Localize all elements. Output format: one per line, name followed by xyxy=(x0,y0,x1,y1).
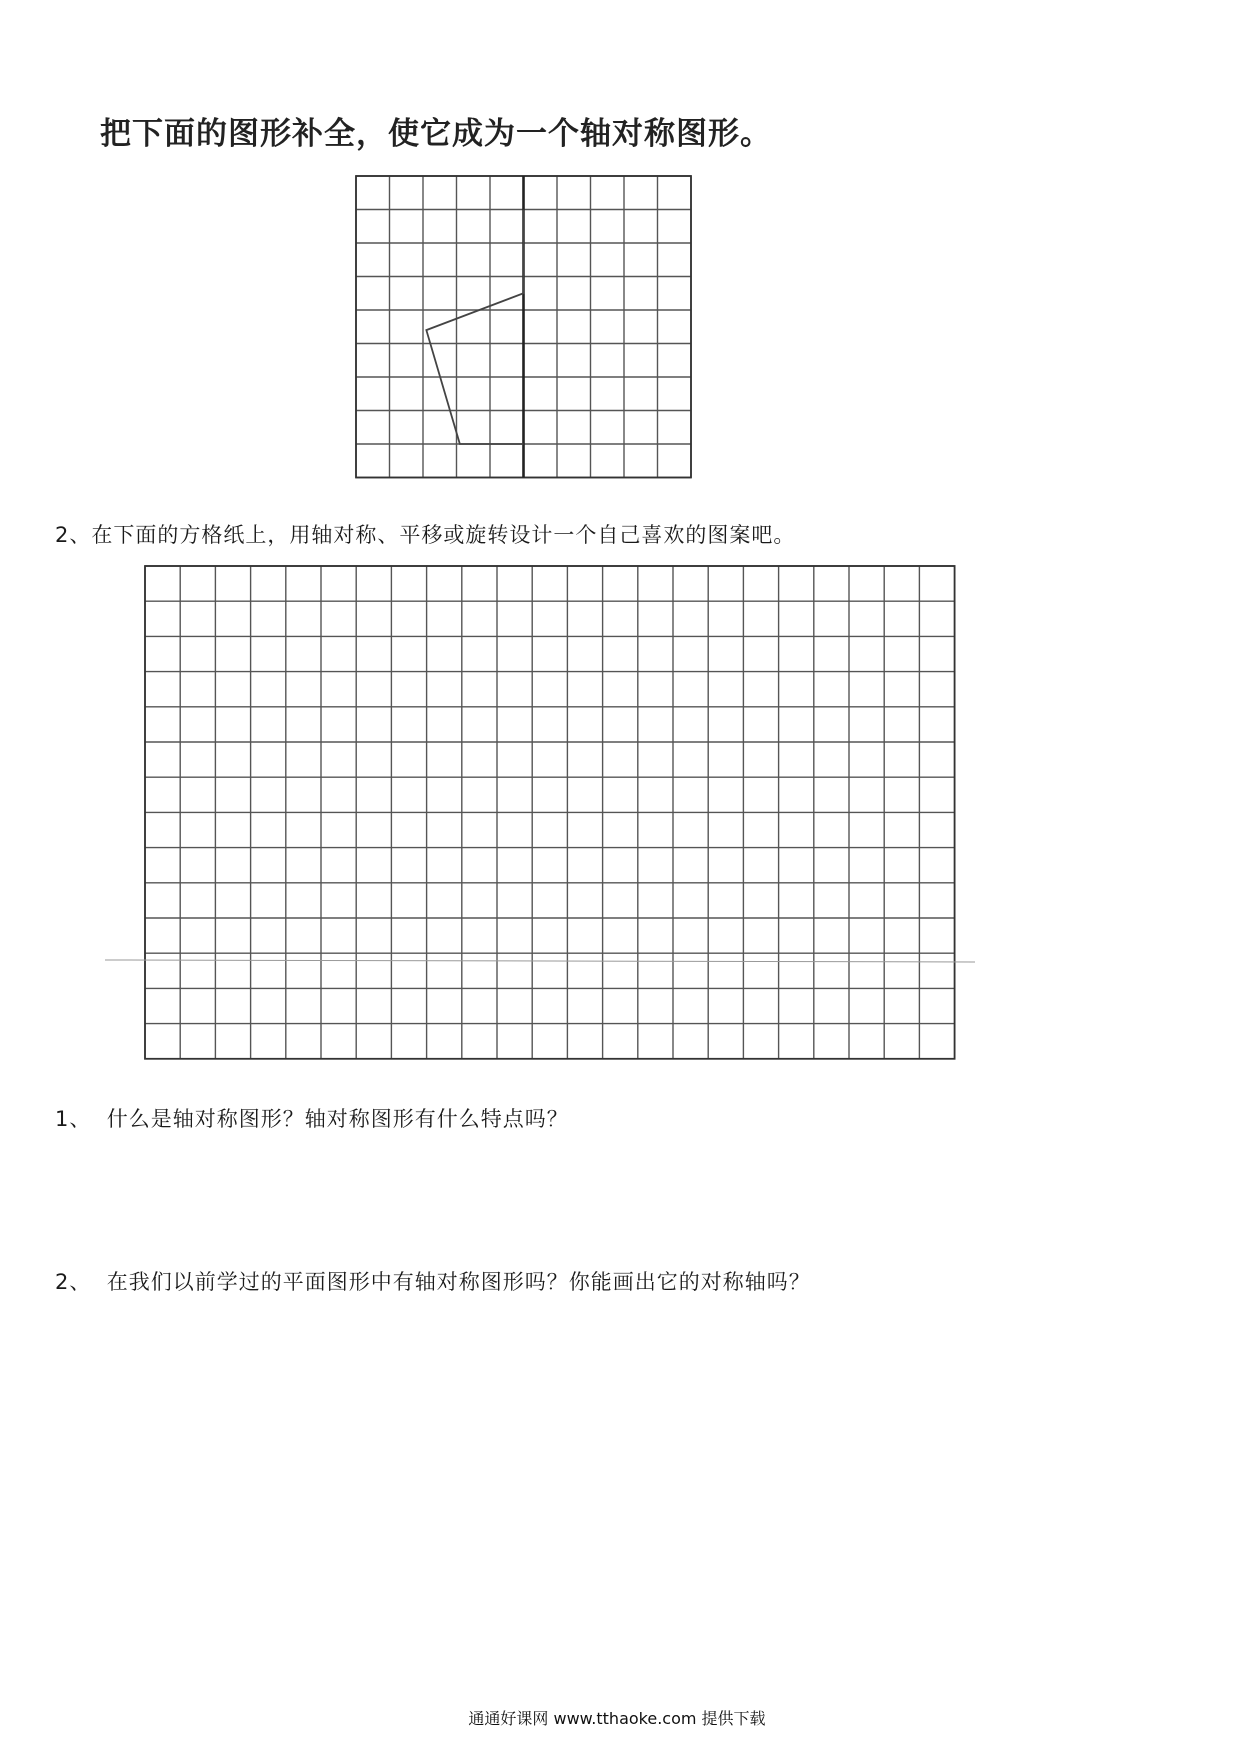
design-grid xyxy=(145,566,955,1059)
question-2 xyxy=(55,1266,811,1296)
question-1-text: 什么是轴对称图形？轴对称图形有什么特点吗？ xyxy=(106,1107,569,1131)
exercise-1-instruction: 把下面的图形补全，使它成为一个轴对称图形。 xyxy=(100,116,772,152)
footer-credit: 通通好课网 www.tthaoke.com 提供下载 xyxy=(468,1709,766,1728)
question-2-text: 在我们以前学过的平面图形中有轴对称图形吗？你能画出它的对称轴吗？ xyxy=(106,1270,811,1294)
scan-artifact-line xyxy=(105,960,975,962)
exercise-2-instruction: 2、在下面的方格纸上，用轴对称、平移或旋转设计一个自己喜欢的图案吧。 xyxy=(55,523,796,547)
half-figure xyxy=(426,210,523,445)
question-1 xyxy=(55,1103,569,1133)
question-1-number: 1、 xyxy=(55,1107,92,1131)
question-2-number: 2、 xyxy=(55,1270,92,1294)
